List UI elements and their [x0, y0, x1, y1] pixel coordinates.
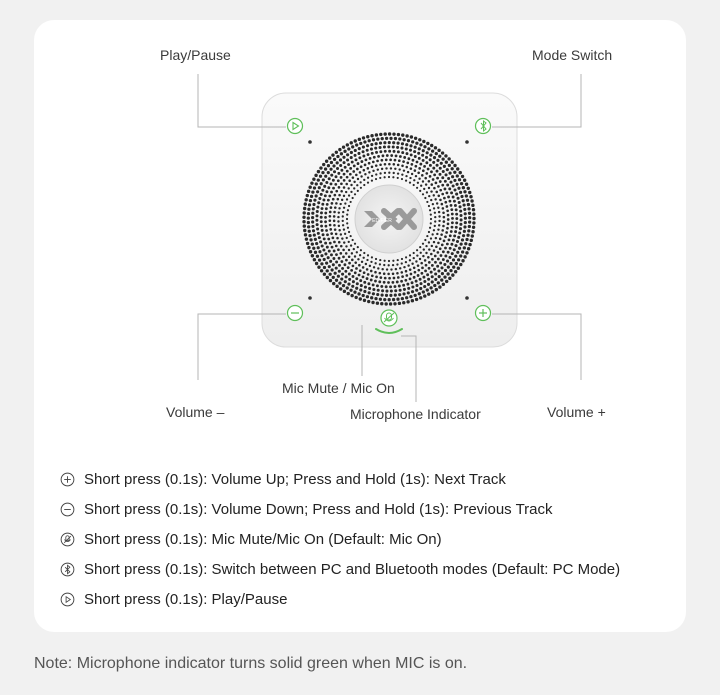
mode-switch-button[interactable]	[476, 119, 491, 134]
list-item	[60, 494, 620, 524]
mic-mute-icon	[60, 532, 75, 547]
label-mode-switch: Mode Switch	[532, 47, 613, 63]
minus-icon	[60, 502, 75, 517]
list-item	[60, 554, 620, 584]
volume-up-button[interactable]	[476, 306, 491, 321]
logo-text: EDIFIER	[372, 218, 392, 224]
label-microphone-indicator: Microphone Indicator	[350, 406, 481, 422]
instruction-text: Short press (0.1s): Play/Pause	[84, 590, 288, 608]
list-item	[60, 524, 620, 554]
label-play-pause: Play/Pause	[160, 47, 231, 63]
instruction-text: Short press (0.1s): Volume Up; Press and Hold (1s): Next Track	[84, 470, 506, 488]
label-volume-down: Volume –	[166, 404, 225, 420]
plus-icon	[60, 472, 75, 487]
label-volume-up: Volume +	[547, 404, 606, 420]
list-item	[60, 464, 620, 494]
speaker-center-logo	[355, 185, 423, 253]
label-mic-mute: Mic Mute / Mic On	[282, 380, 395, 396]
volume-down-button[interactable]	[288, 306, 303, 321]
instruction-text: Short press (0.1s): Mic Mute/Mic On (Default: Mic On)	[84, 530, 442, 548]
mic-mute-button[interactable]	[381, 310, 397, 326]
play-pause-button[interactable]	[288, 119, 303, 134]
instruction-list	[60, 464, 620, 614]
instruction-text: Short press (0.1s): Switch between PC and Bluetooth modes (Default: PC Mode)	[84, 560, 621, 578]
footnote: Note: Microphone indicator turns solid green when MIC is on.	[34, 655, 468, 672]
bluetooth-icon	[60, 562, 75, 577]
instruction-text: Short press (0.1s): Volume Down; Press and Hold (1s): Previous Track	[84, 500, 553, 518]
list-item	[60, 584, 620, 614]
play-icon	[60, 592, 75, 607]
